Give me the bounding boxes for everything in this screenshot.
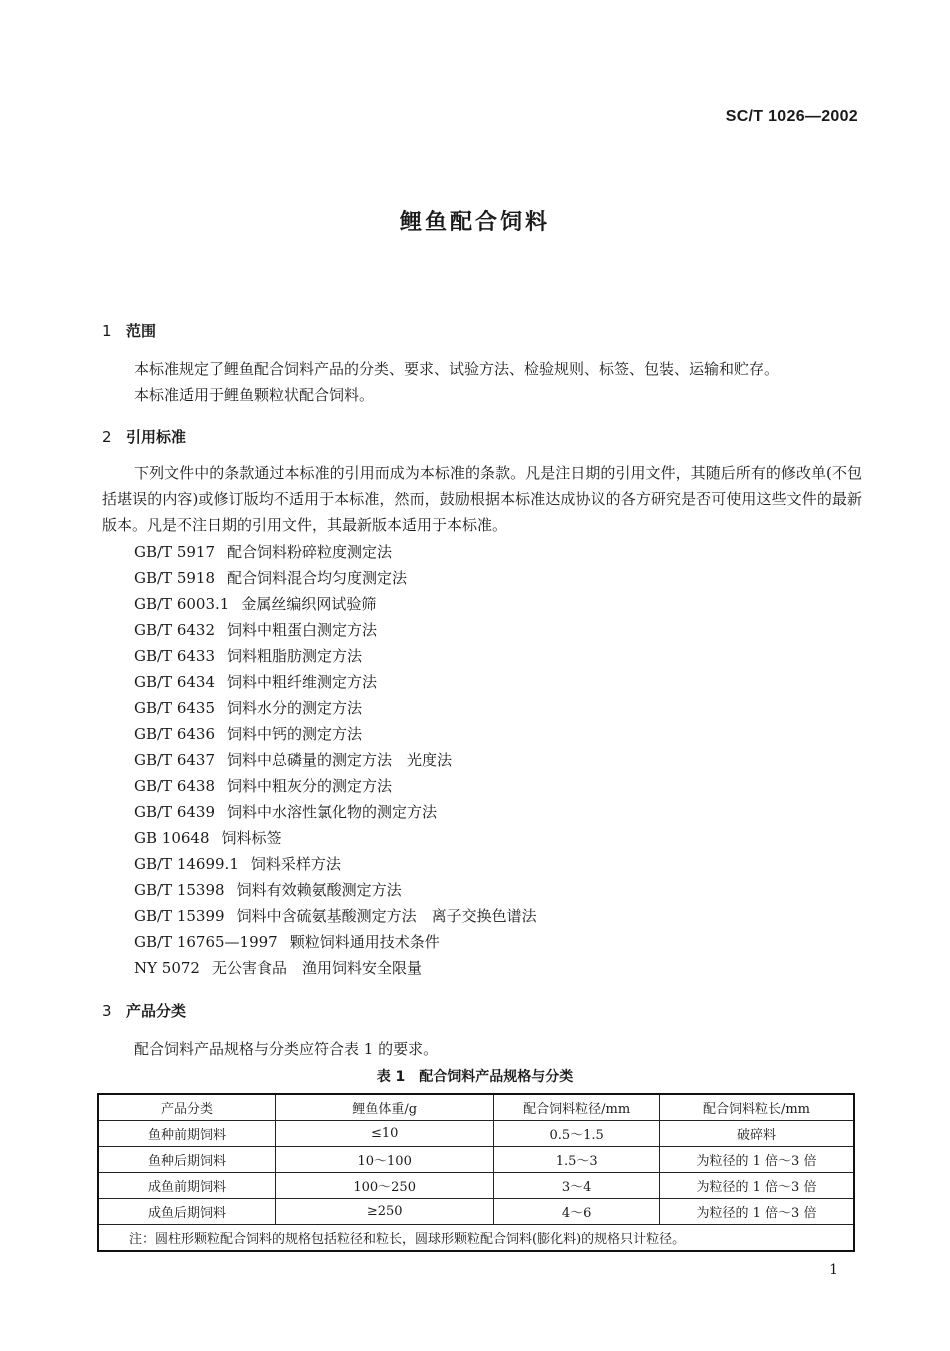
- table-row: [98, 1121, 854, 1147]
- reference-title: 配合饲料混合均匀度测定法: [227, 569, 408, 587]
- table-cell: 为粒径的 1 倍～3 倍: [659, 1199, 854, 1225]
- reference-code: GB/T 14699.1: [134, 855, 239, 873]
- table-note: 注：圆柱形颗粒配合饲料的规格包括粒径和粒长，圆球形颗粒配合饲料(膨化料)的规格只计粒径。: [98, 1225, 854, 1252]
- reference-title: 饲料采样方法: [250, 855, 341, 873]
- reference-code: GB/T 15398: [134, 881, 225, 899]
- section-3-heading: [102, 1000, 186, 1021]
- table-cell: 3～4: [494, 1173, 660, 1199]
- reference-item: [134, 747, 537, 773]
- column-header: 产品分类: [98, 1094, 275, 1121]
- column-header: 鲤鱼体重/g: [275, 1094, 493, 1121]
- reference-title: 无公害食品 渔用饲料安全限量: [211, 959, 422, 977]
- reference-title: 颗粒饲料通用技术条件: [289, 933, 440, 951]
- reference-item: [134, 617, 537, 643]
- reference-item: [134, 565, 537, 591]
- section-1-paragraph-2: 本标准适用于鲤鱼颗粒状配合饲料。: [134, 386, 375, 404]
- reference-item: [134, 591, 537, 617]
- section-1-heading: [102, 320, 156, 341]
- normative-references-list: [134, 539, 537, 981]
- reference-code: GB/T 6433: [134, 647, 216, 665]
- table-row: [98, 1173, 854, 1199]
- table-cell: 1.5～3: [494, 1147, 660, 1173]
- reference-item: [134, 721, 537, 747]
- reference-code: GB/T 6437: [134, 751, 216, 769]
- reference-title: 饲料水分的测定方法: [227, 699, 363, 717]
- section-2-heading: [102, 426, 186, 447]
- reference-title: 配合饲料粉碎粒度测定法: [227, 543, 393, 561]
- reference-item: [134, 877, 537, 903]
- product-spec-table: [97, 1093, 855, 1252]
- reference-title: 饲料中含硫氨基酸测定方法 离子交换色谱法: [236, 907, 537, 925]
- column-header: 配合饲料粒长/mm: [659, 1094, 854, 1121]
- reference-item: [134, 955, 537, 981]
- reference-code: GB/T 6438: [134, 777, 216, 795]
- reference-title: 饲料中总磷量的测定方法 光度法: [227, 751, 453, 769]
- section-title: 产品分类: [126, 1002, 187, 1020]
- table-cell: 0.5～1.5: [494, 1121, 660, 1147]
- reference-title: 饲料中水溶性氯化物的测定方法: [227, 803, 438, 821]
- section-3-paragraph: 配合饲料产品规格与分类应符合表 1 的要求。: [134, 1040, 439, 1058]
- table-row: [98, 1199, 854, 1225]
- standard-code: SC/T 1026—2002: [725, 108, 858, 125]
- table-cell: 10～100: [275, 1147, 493, 1173]
- reference-title: 饲料中粗灰分的测定方法: [227, 777, 393, 795]
- table-cell: 鱼种后期饲料: [98, 1147, 275, 1173]
- reference-item: [134, 903, 537, 929]
- section-2-paragraph: 下列文件中的条款通过本标准的引用而成为本标准的条款。凡是注日期的引用文件，其随后所有的修改单(不包括堪误的内容)或修订版均不适用于本标准，然而，鼓励根据本标准达成协议的各方研究是否可使用这些文件的最新版本。凡是不注日期的引用文件，其最新版本适用于本标准。: [102, 464, 862, 534]
- reference-code: GB/T 16765—1997: [134, 933, 278, 951]
- reference-code: NY 5072: [134, 959, 200, 977]
- reference-item: [134, 799, 537, 825]
- section-title: 引用标准: [126, 428, 187, 446]
- table-cell: 破碎料: [659, 1121, 854, 1147]
- reference-code: GB 10648: [134, 829, 210, 847]
- reference-item: [134, 695, 537, 721]
- document-title: 鲤鱼配合饲料: [399, 210, 550, 235]
- reference-code: GB/T 5918: [134, 569, 216, 587]
- reference-title: 饲料有效赖氨酸测定方法: [236, 881, 402, 899]
- reference-item: [134, 643, 537, 669]
- reference-item: [134, 929, 537, 955]
- reference-code: GB/T 6434: [134, 673, 216, 691]
- reference-item: [134, 825, 537, 851]
- section-number: 3: [102, 1002, 112, 1020]
- section-number: 1: [102, 322, 112, 340]
- reference-code: GB/T 6436: [134, 725, 216, 743]
- reference-code: GB/T 6435: [134, 699, 216, 717]
- table-header-row: [98, 1094, 854, 1121]
- table-row: [98, 1147, 854, 1173]
- reference-code: GB/T 6003.1: [134, 595, 230, 613]
- section-number: 2: [102, 428, 112, 446]
- section-1-paragraph-1: 本标准规定了鲤鱼配合饲料产品的分类、要求、试验方法、检验规则、标签、包装、运输和贮存。: [134, 360, 780, 378]
- table-note-row: [98, 1225, 854, 1252]
- table-cell: ≥250: [275, 1199, 493, 1225]
- section-title: 范围: [126, 322, 157, 340]
- reference-title: 饲料中钙的测定方法: [227, 725, 363, 743]
- reference-title: 金属丝编织网试验筛: [241, 595, 377, 613]
- page-number: 1: [829, 1262, 838, 1278]
- table-cell: 鱼种前期饲料: [98, 1121, 275, 1147]
- reference-item: [134, 539, 537, 565]
- table-cell: 成鱼前期饲料: [98, 1173, 275, 1199]
- reference-title: 饲料标签: [221, 829, 282, 847]
- reference-item: [134, 773, 537, 799]
- table-cell: 4～6: [494, 1199, 660, 1225]
- column-header: 配合饲料粒径/mm: [494, 1094, 660, 1121]
- reference-code: GB/T 6439: [134, 803, 216, 821]
- table-cell: 为粒径的 1 倍～3 倍: [659, 1147, 854, 1173]
- reference-code: GB/T 5917: [134, 543, 216, 561]
- reference-title: 饲料粗脂肪测定方法: [227, 647, 363, 665]
- reference-code: GB/T 15399: [134, 907, 225, 925]
- table-cell: 100～250: [275, 1173, 493, 1199]
- table-title: 表 1 配合饲料产品规格与分类: [376, 1069, 574, 1085]
- table-cell: 成鱼后期饲料: [98, 1199, 275, 1225]
- reference-code: GB/T 6432: [134, 621, 216, 639]
- reference-item: [134, 669, 537, 695]
- reference-title: 饲料中粗蛋白测定方法: [227, 621, 378, 639]
- table-cell: 为粒径的 1 倍～3 倍: [659, 1173, 854, 1199]
- reference-item: [134, 851, 537, 877]
- table-cell: ≤10: [275, 1121, 493, 1147]
- reference-title: 饲料中粗纤维测定方法: [227, 673, 378, 691]
